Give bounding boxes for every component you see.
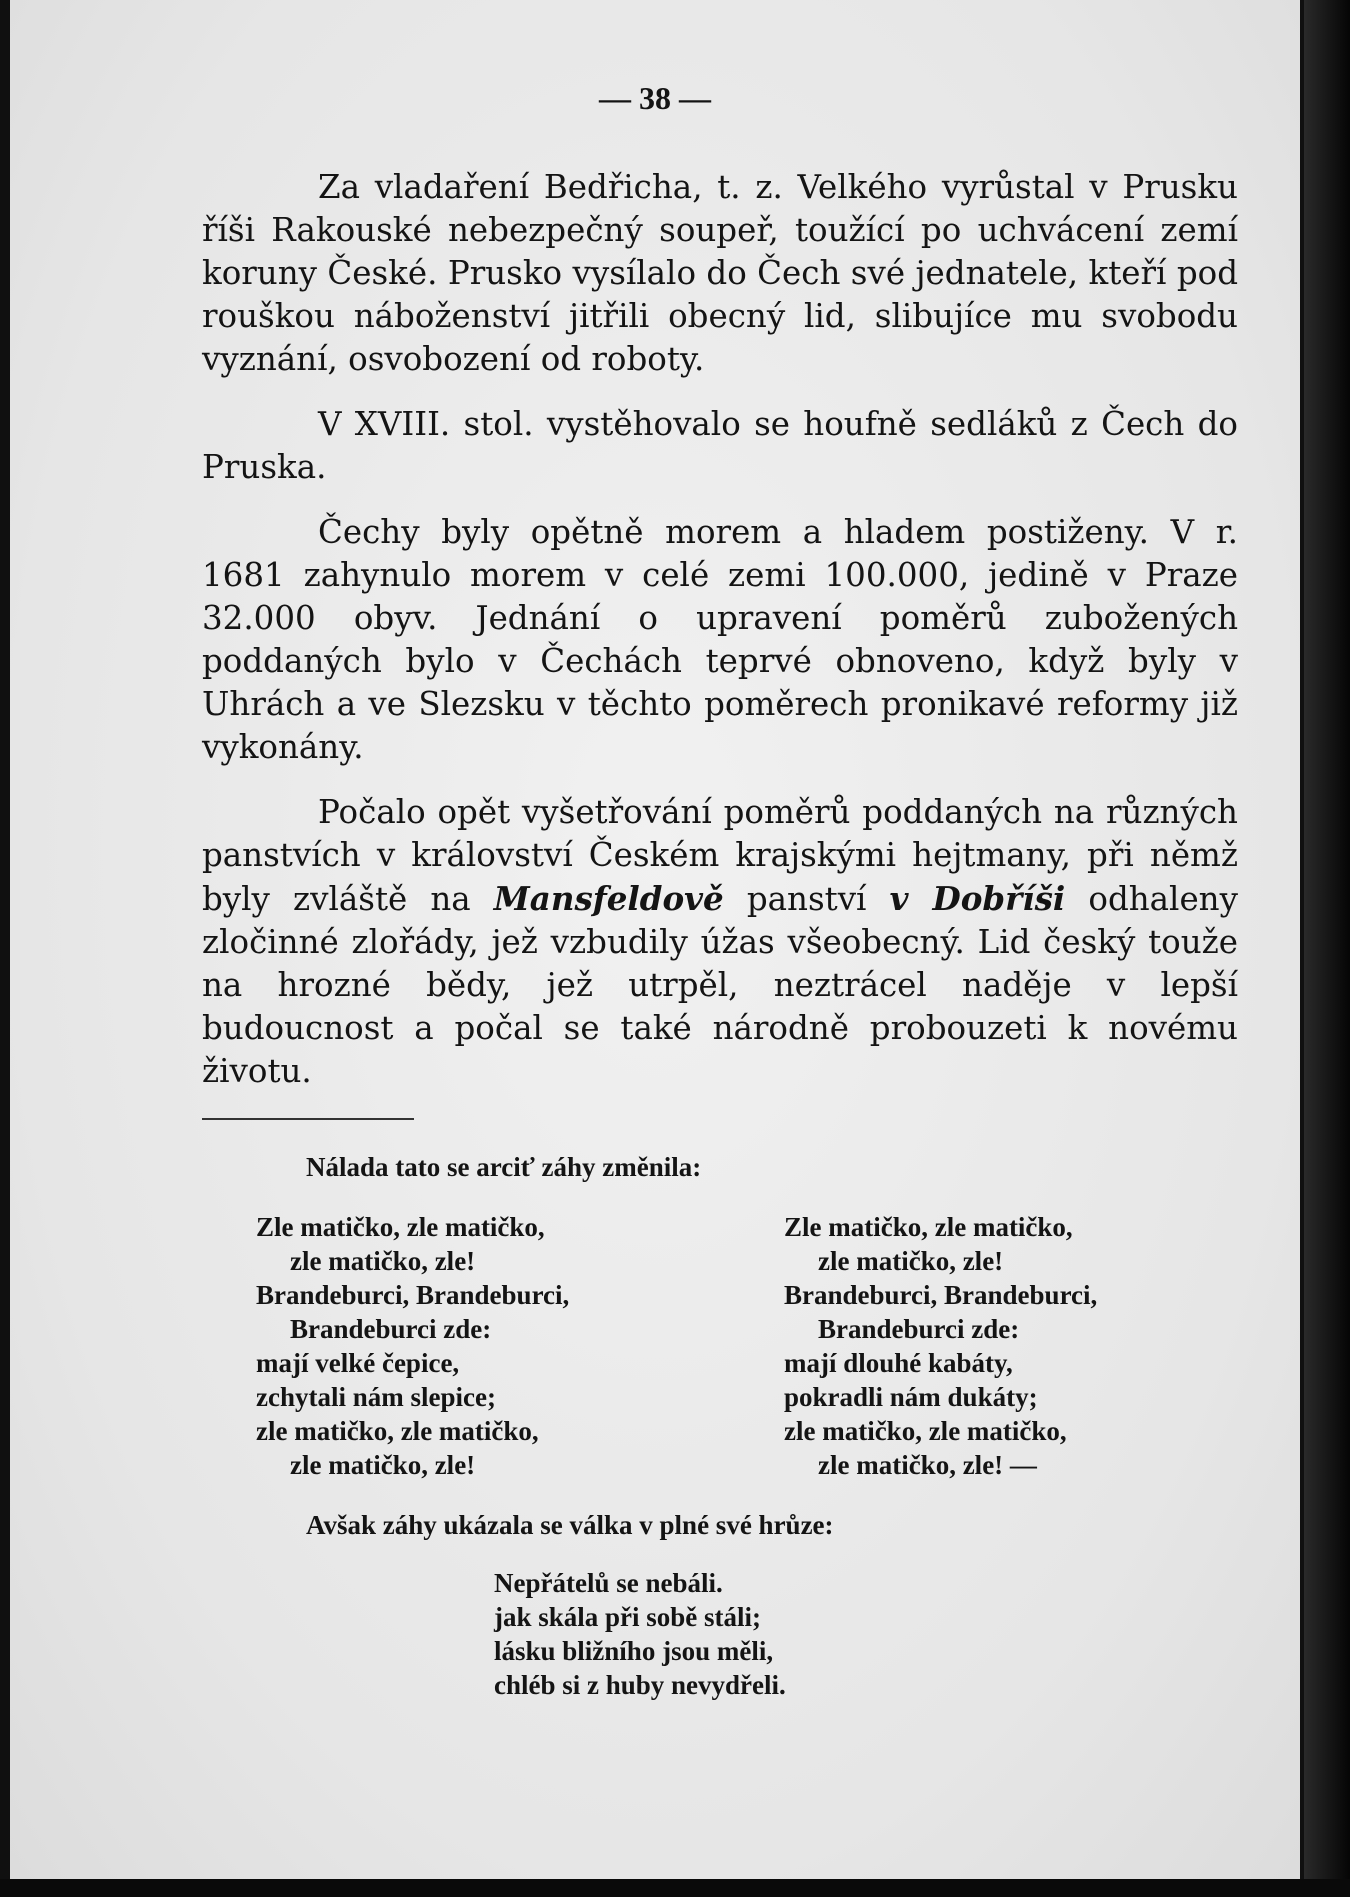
song-left-line: zle matičko, zle matičko, xyxy=(256,1416,539,1446)
song-left-line: Brandeburci, Brandeburci, xyxy=(256,1280,570,1310)
paragraph-4 xyxy=(202,791,1238,1093)
song-left-line: Brandeburci zde: xyxy=(290,1314,492,1344)
final-verse-line: chléb si z huby nevydřeli. xyxy=(494,1670,786,1700)
song-right-line: mají dlouhé kabáty, xyxy=(784,1348,1013,1378)
song-right-line: Brandeburci zde: xyxy=(818,1314,1020,1344)
song-right-line: zle matičko, zle matičko, xyxy=(784,1416,1067,1446)
song-right-line: pokradli nám dukáty; xyxy=(784,1382,1038,1412)
page-number: — 38 — xyxy=(599,80,711,116)
song-left-line: zchytali nám slepice; xyxy=(256,1382,496,1412)
final-verse-line: jak skála při sobě stáli; xyxy=(494,1602,762,1632)
song-right-line: Zle matičko, zle matičko, xyxy=(784,1212,1073,1242)
song-right-line: zle matičko, zle! — xyxy=(818,1450,1037,1480)
song-left-line: zle matičko, zle! xyxy=(290,1246,476,1276)
footnote-divider xyxy=(202,1118,414,1120)
song-left-column xyxy=(256,1210,736,1482)
main-text xyxy=(202,166,1238,1115)
song-left-line: Zle matičko, zle matičko, xyxy=(256,1212,545,1242)
final-verse-line: Nepřátelů se nebáli. xyxy=(494,1568,723,1598)
paragraph-3: Čechy byly opětně morem a hladem postiženy. V r. 1681 zahynulo morem v celé zemi 100.000, jedině v Praze 32.000 obyv. Jednání o upravení poměrů zubožených poddaných bylo v Čechách teprvé obnoveno, když byly v Uhrách a ve Slezsku v těchto poměrech pronikavé reformy již vykonány. xyxy=(202,513,1238,766)
final-verse xyxy=(494,1566,1054,1702)
scan-right-border xyxy=(1304,0,1350,1897)
paragraph-4-part-3: odhaleny zločinné zlořády, jež vzbudily úžas všeobecný. Lid český touže na hrozné bědy, jež utrpěl, neztrácel naděje v lepší budoucnost a počal se také národně probouzeti k novému životu. xyxy=(202,880,1238,1090)
paragraph-4-part-2: panství xyxy=(723,880,890,918)
footnote-intro-2: Avšak záhy ukázala se válka v plné své hrůze: xyxy=(306,1510,834,1540)
emphasis-mansfeld: Mansfeldově xyxy=(493,879,724,918)
paragraph-4-part-1: Počalo opět vyšetřování poměrů poddaných na různých panstvích v království Českém krajskými hejtmany, při němž byly zvláště na xyxy=(202,793,1238,918)
song-right-line: zle matičko, zle! xyxy=(818,1246,1004,1276)
paragraph-1: Za vladaření Bedřicha, t. z. Velkého vyrůstal v Prusku říši Rakouské nebezpečný soupeř, toužící po uchvácení zemí koruny České. Prusko vysílalo do Čech své jednatele, kteří pod rouškou náboženství jitřili obecný lid, slibujíce mu svobodu vyznání, osvobození od roboty. xyxy=(202,168,1238,378)
footnote-intro: Nálada tato se arciť záhy změnila: xyxy=(306,1152,702,1182)
song-left-line: zle matičko, zle! xyxy=(290,1450,476,1480)
book-page xyxy=(10,0,1300,1880)
final-verse-line: lásku bližního jsou měli, xyxy=(494,1636,774,1666)
song-right-line: Brandeburci, Brandeburci, xyxy=(784,1280,1098,1310)
song-left-line: mají velké čepice, xyxy=(256,1348,460,1378)
scan-bottom-border xyxy=(0,1879,1350,1897)
emphasis-dobris: v Dobříši xyxy=(889,879,1066,918)
song-right-column xyxy=(784,1210,1264,1482)
paragraph-2: V XVIII. stol. vystěhovalo se houfně sedláků z Čech do Pruska. xyxy=(202,405,1238,486)
